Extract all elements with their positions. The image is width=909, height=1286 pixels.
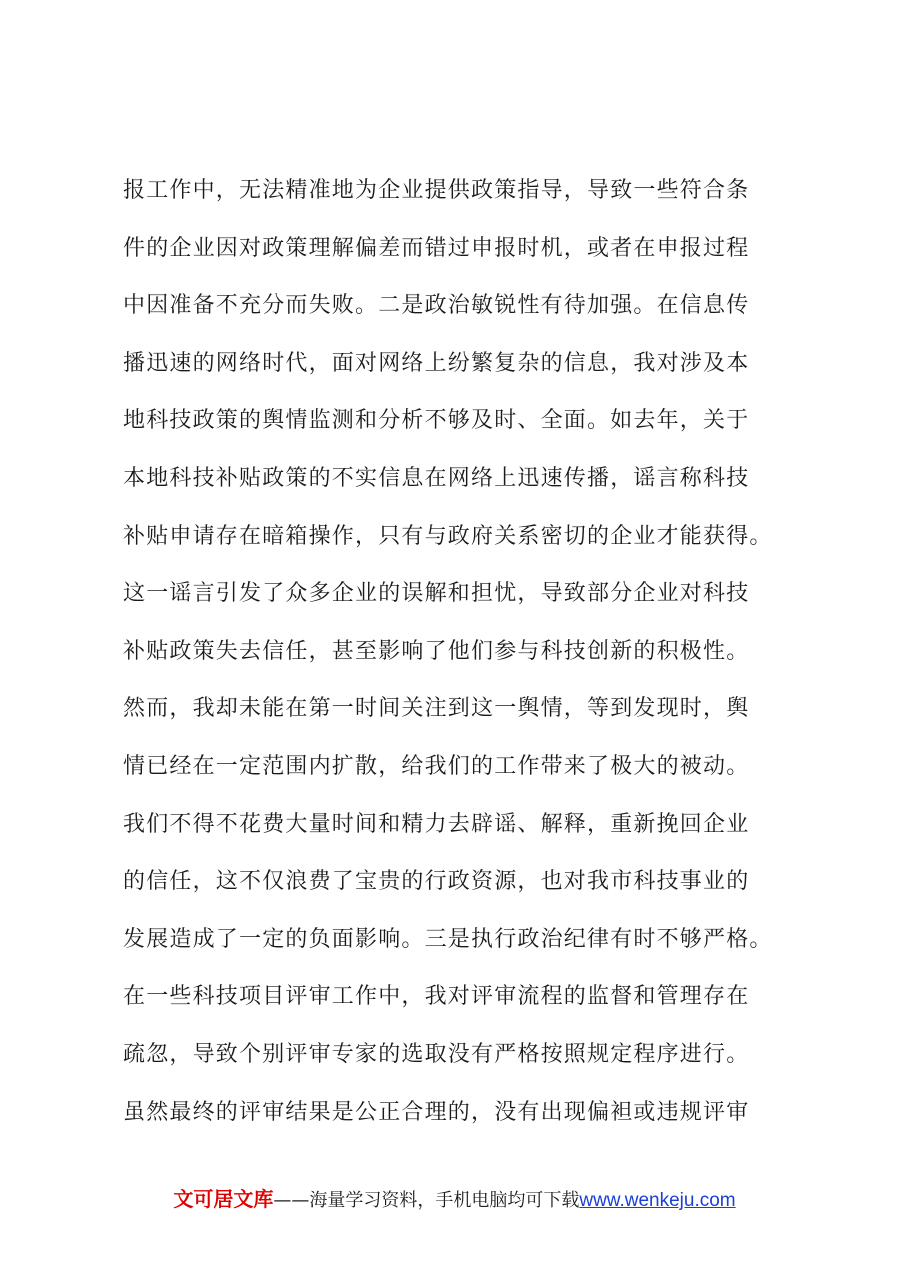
document-body: [123, 162, 813, 1141]
text-line: 报工作中，无法精准地为企业提供政策指导，导致一些符合条: [123, 178, 750, 203]
text-line: 补贴申请存在暗箱操作，只有与政府关系密切的企业才能获得。: [123, 523, 773, 549]
text-line: 情已经在一定范围内扩散，给我们的工作带来了极大的被动。: [123, 753, 750, 779]
text-line: 然而，我却未能在第一时间关注到这一舆情，等到发现时，舆: [123, 696, 750, 722]
footer-website-link[interactable]: www.wenkeju.com: [579, 1190, 736, 1211]
text-line: 疏忽，导致个别评审专家的选取没有严格按照规定程序进行。: [123, 1041, 750, 1067]
text-line: 件的企业因对政策理解偏差而错过申报时机，或者在申报过程: [123, 235, 750, 261]
footer-slogan: ——海量学习资料，手机电脑均可下载: [273, 1190, 580, 1211]
text-line: 这一谣言引发了众多企业的误解和担忧，导致部分企业对科技: [123, 581, 750, 607]
text-line: 本地科技补贴政策的不实信息在网络上迅速传播，谣言称科技: [123, 465, 750, 491]
text-line: 我们不得不花费大量时间和精力去辟谣、解释，重新挽回企业: [123, 811, 750, 837]
text-line: 补贴政策失去信任，甚至影响了他们参与科技创新的积极性。: [123, 638, 750, 664]
text-line: 地科技政策的舆情监测和分析不够及时、全面。如去年，关于: [123, 408, 750, 434]
footer-brand: 文可居文库: [173, 1187, 274, 1211]
text-line: 在一些科技项目评审工作中，我对评审流程的监督和管理存在: [123, 984, 750, 1010]
page-footer: [0, 1183, 909, 1212]
text-line: 中因准备不充分而失败。二是政治敏锐性有待加强。在信息传: [123, 293, 750, 319]
text-line: 发展造成了一定的负面影响。三是执行政治纪律有时不够严格。: [123, 926, 773, 952]
text-line: 虽然最终的评审结果是公正合理的，没有出现偏袒或违规评审: [123, 1099, 750, 1125]
text-line: 的信任，这不仅浪费了宝贵的行政资源，也对我市科技事业的: [123, 869, 750, 895]
text-line: 播迅速的网络时代，面对网络上纷繁复杂的信息，我对涉及本: [123, 350, 750, 376]
